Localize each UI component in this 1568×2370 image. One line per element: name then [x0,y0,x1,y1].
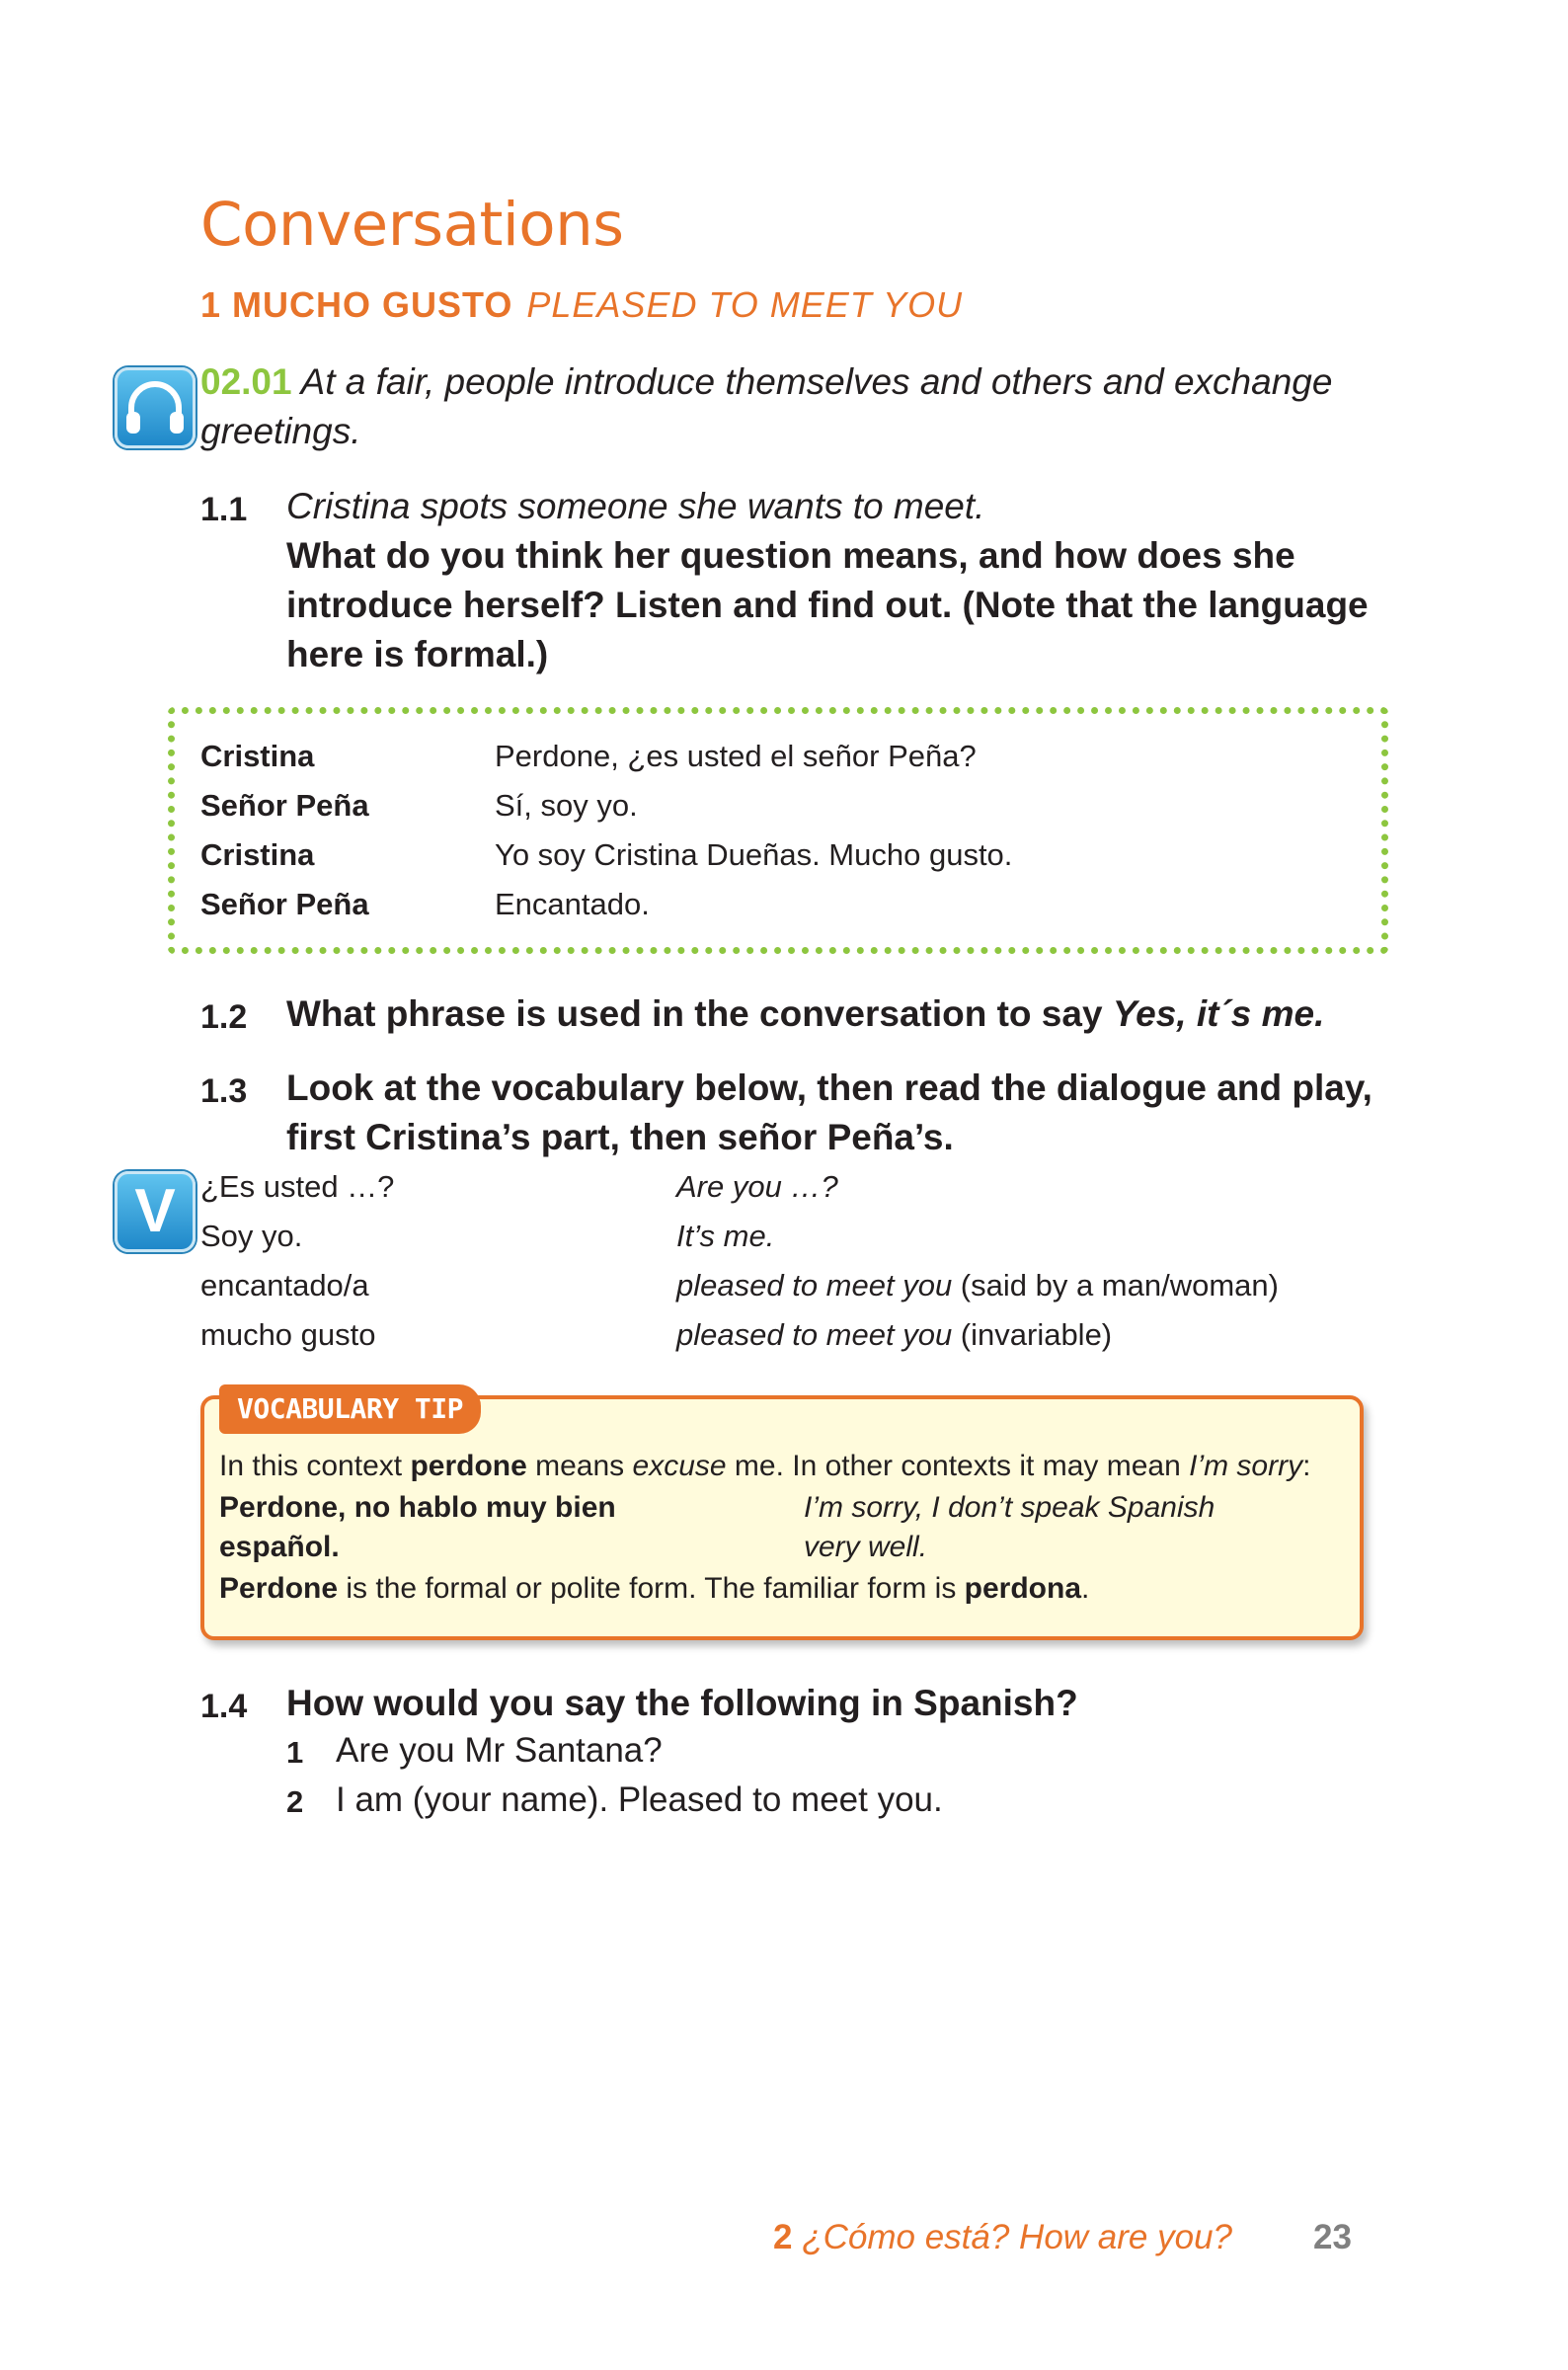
vocab-english [676,1169,838,1205]
exercise-1-2-text: What phrase is used in the conversation to say [286,993,1113,1034]
tip-example-english: very well. [804,1531,928,1563]
page-title: Conversations [200,190,624,260]
tip-italic-word: excuse [632,1450,727,1482]
tip-text: : [1302,1450,1311,1482]
vocab-english-note: (invariable) [952,1317,1113,1352]
audio-intro [200,357,1356,456]
dialogue-speaker: Señor Peña [200,788,369,823]
exercise-1-2-phrase: Yes, it´s me. [1112,993,1325,1034]
tip-line-1 [219,1450,1310,1483]
tip-text: means [526,1450,633,1482]
tip-example-spanish-2 [219,1531,340,1564]
exercise-number-1-1: 1.1 [200,491,248,528]
vocabulary-icon: V [115,1171,196,1252]
vocab-english-italic: pleased to meet you [676,1268,953,1303]
conversation-number-title: 1 MUCHO GUSTO [200,284,513,325]
exercise-1-1 [286,482,1372,679]
tip-text: me. In other contexts it may mean [726,1450,1190,1482]
footer-unit-name: ¿Cómo está? How are you? [792,2218,1232,2256]
exercise-1-2 [286,989,1372,1039]
tip-example-english-2 [804,1531,927,1564]
tip-text: is the formal or polite form. The familiar form is [338,1572,965,1605]
tip-example-spanish: Perdone, no hablo muy bien [219,1491,616,1524]
tip-example-english-1 [804,1491,1215,1525]
exercise-1-4 [286,1679,1372,1728]
vocab-english-italic: Are you …? [676,1169,838,1204]
page-number: 23 [1313,2218,1352,2256]
exercise-number-1-4: 1.4 [200,1688,248,1725]
vocab-spanish: encantado/a [200,1268,369,1303]
intro-text: At a fair, people introduce themselves and others and exchange greetings. [200,361,1333,451]
vocab-spanish: mucho gusto [200,1317,376,1352]
dialogue-speaker: Cristina [200,837,315,872]
tip-text: . [1081,1572,1090,1605]
dialogue-text: Perdone, ¿es usted el señor Peña? [495,739,977,773]
dialogue-text: Sí, soy yo. [495,788,638,823]
tip-bold-word: perdone [410,1450,527,1482]
exercise-1-3 [286,1064,1382,1162]
vocab-english-italic: pleased to meet you [676,1317,953,1352]
headphones-audio-icon[interactable] [115,367,196,448]
exercise-1-4-text: How would you say the following in Spanish? [286,1683,1078,1723]
tip-text: In this context [219,1450,411,1482]
exercise-1-1-context: Cristina spots someone she wants to meet. [286,486,985,526]
vocab-english [676,1268,1279,1304]
conversation-heading [200,284,963,326]
question-text: I am (your name). Pleased to meet you. [336,1780,943,1819]
footer-unit-number: 2 [773,2218,793,2256]
exercise-number-1-3: 1.3 [200,1072,248,1110]
dialogue-speaker: Señor Peña [200,887,369,921]
dialogue-speaker: Cristina [200,739,315,773]
vocab-english [676,1219,774,1254]
tip-bold-word: Perdone [219,1572,339,1605]
conversation-english-title: PLEASED TO MEET YOU [526,284,964,325]
exercise-number-1-2: 1.2 [200,998,248,1036]
footer-unit-title [773,2218,1232,2257]
tip-line-4 [219,1572,1089,1606]
vocab-english-note: (said by a man/woman) [952,1268,1279,1303]
vocab-spanish: Soy yo. [200,1219,303,1253]
vocab-english-italic: It’s me. [676,1219,775,1253]
question-number: 2 [286,1784,304,1819]
vocabulary-tip-label: VOCABULARY TIP [219,1384,481,1434]
dialogue-text: Yo soy Cristina Dueñas. Mucho gusto. [495,837,1013,872]
vocab-english [676,1317,1112,1353]
tip-example-spanish-1 [219,1491,616,1525]
question-number: 1 [286,1735,304,1770]
audio-track-number[interactable]: 02.01 [200,361,292,402]
question-text: Are you Mr Santana? [336,1731,663,1770]
tip-example-english: I’m sorry, I don’t speak Spanish [804,1491,1215,1524]
tip-italic-word: I’m sorry [1189,1450,1303,1482]
tip-example-spanish: español. [219,1531,340,1563]
exercise-1-3-text: Look at the vocabulary below, then read the dialogue and play, first Cristina’s part, then señor Peña’s. [286,1067,1372,1157]
exercise-1-1-instruction: What do you think her question means, and how does she introduce herself? Listen and find out. (Note that the language here is formal.) [286,535,1369,674]
dialogue-text: Encantado. [495,887,650,921]
vocab-spanish: ¿Es usted …? [200,1169,395,1204]
tip-bold-word: perdona [964,1572,1082,1605]
